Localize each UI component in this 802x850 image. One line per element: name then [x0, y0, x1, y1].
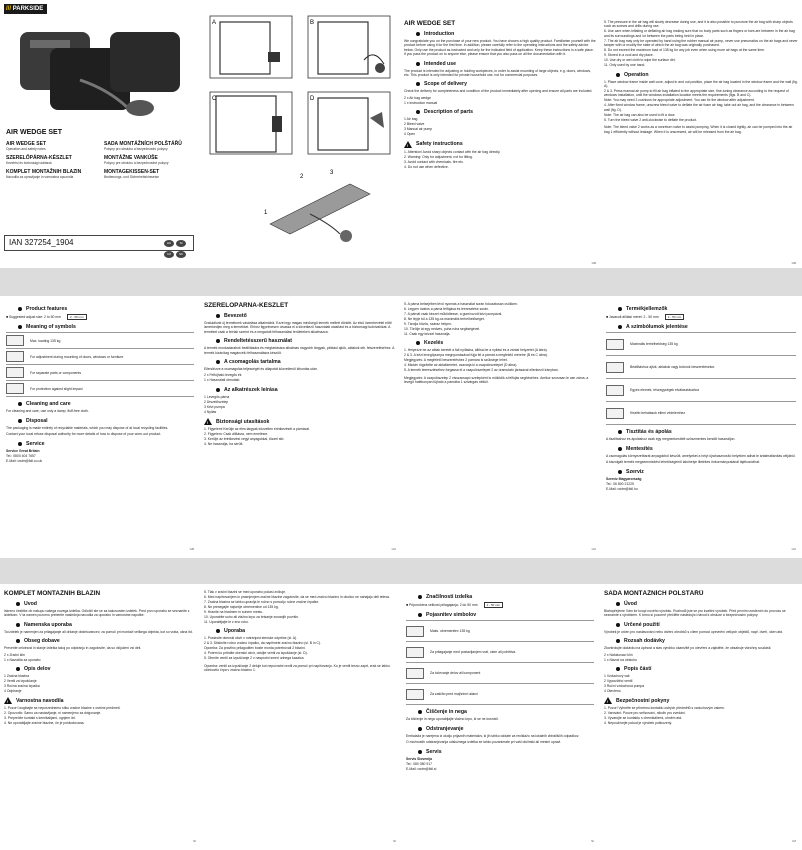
lang-cz: SADA MONTÁŽNÍCH POLŠTÁŘŮ Pokyny pro obsluhu a bezpečnostní pokyny	[104, 141, 182, 151]
max-load-icon	[606, 339, 624, 350]
hu-disposal-heading: Mentesítés	[618, 446, 796, 452]
door-window-icon	[6, 351, 24, 362]
si-parts-heading: Opis delov	[16, 666, 196, 672]
si-features-text: ■ Priporočena velikost prilagajanja: 2 do 50 mm 2 - 50 mm	[406, 602, 594, 608]
gauge-icon: 2 - 50 mm	[484, 602, 504, 608]
page-code: GB	[189, 547, 194, 551]
hu-title: SZERELŐPÁRNA-KÉSZLET	[204, 302, 289, 309]
page-code: HU	[591, 547, 596, 551]
badge-si: SI	[176, 240, 186, 247]
cz-parts-list: 1 Vzduchový vak 2 Vypouštěcí ventil 3 Ruční vzduchová pumpa 4 Otevřeno	[604, 674, 645, 694]
si-disposal-text-2: O možnostih odstranjevanja odslužnega izdelka se lahko pozanimate pri vaši občinski ali mestni upravi.	[406, 740, 562, 745]
cz-parts-heading: Popis částí	[616, 666, 798, 672]
hu-disposal-text-2: A kiszolgált termék megsemmisítési lehetőségeiről lakóhelye illetékes önkormányzatánál tájékozódhat.	[606, 460, 760, 465]
ian-number: IAN 327254_1904	[9, 238, 74, 247]
hu-use-heading: Rendeltetésszerű használat	[216, 338, 396, 344]
hu-features-text: ■ Javasolt állítási méret: 2 - 50 mm 2 - 50 mm	[606, 314, 796, 320]
si-use-heading: Namenska uporaba	[16, 622, 196, 628]
impact-protection-icon	[406, 689, 424, 700]
cz-intro-heading: Úvod	[616, 601, 798, 607]
symbol-row: Max. loading 135 kg	[6, 332, 194, 348]
hu-page-2	[400, 302, 600, 554]
si-cleaning-text: Za čiščenje in nego uporabljajte vlažno krpo, ki se ne kosmiči.	[406, 717, 499, 722]
lang-badges	[163, 236, 189, 258]
hu-safety-list: 1. Figyelem! Kerülje az éles tárgyak közvetlen érintkezését a párnával. 2. Figyelem: Csak állításra, nem emelésre. 3. Kerülje az érintkezést vegyi anyagokkal, tűzzel stb. 4. Ne használja, ha sérült.	[204, 427, 310, 447]
gb-operation-heading: Operation	[616, 72, 798, 78]
svg-text:1: 1	[264, 210, 268, 216]
cz-use-text: Výrobek je určen pro nastavování nebo držení obrobků s cílem pomoci upevnění velkých objektů, např. dveří, oken atd.	[604, 629, 784, 634]
hu-use-text: A termék munkadarabok beállítására és megtartására alkalmas nagyobb tárgyak, például ajtók, ablakok stb. felszereléséhez. A termék kizárólag magáncélú felhasználásra készült.	[204, 346, 395, 355]
symbol-row: Maks. obremenitev 135 kg	[406, 620, 594, 641]
fig-b	[304, 12, 394, 82]
gb-page-1	[400, 20, 600, 268]
symbol-row: For protection against slight impact	[6, 380, 194, 397]
door-window-icon	[406, 647, 424, 658]
cz-scope-text: Zkontrolujte dodávku na úplnost a stav výrobku okamžitě po otevření a zajistěte, že obsahuje všechny součásti.	[604, 646, 772, 651]
gb-intended-heading: Intended use	[416, 61, 596, 67]
si-disposal-text: Embalaža je narejena iz okolju prijaznih materialov, ki jih lahko oddate za reciklažo na lokalnih zbirališčih odpadkov.	[406, 733, 580, 738]
symbol-row: For adjustment during mounting of doors, windows or furniture.	[6, 348, 194, 364]
cz-scope-heading: Rozsah dodávky	[616, 638, 798, 644]
gb-scope-list: 2 x Air bag wedge 1 x Instruction manual	[404, 95, 438, 105]
symbol-row: Kisebb behatások elleni védelemhez	[606, 401, 796, 425]
gb-features-page	[0, 302, 200, 554]
symbol-row: Za prilagajanje med postavljanjem vrat, oken ali pohištva.	[406, 641, 594, 662]
symbols-heading: Meaning of symbols	[18, 324, 194, 330]
service-list: Service Great Britain Tel.: 0800 404 7657 E-Mail: owim@lidl.co.uk	[6, 448, 43, 463]
cover-product-image	[10, 20, 195, 120]
gb-parts-heading: Description of parts	[416, 109, 596, 115]
cz-title: SADA MONTÁŽNÍCH POLŠTÁŘŮ	[604, 590, 704, 597]
si-features-page	[400, 590, 600, 846]
hu-symbols-table	[606, 332, 796, 425]
si-note: Opomba: ventil za izpuščanje 2 deluje kot nepovratni ventil za pomoč pri napihovanju. Ko je ventil tesno zaprt, zrak se lahko učinkovito črpa v zračno blazino 1.	[204, 663, 390, 673]
hu-cleaning-heading: Tisztítás és ápolás	[618, 429, 796, 435]
gb-title: AIR WEDGE SET	[404, 20, 456, 27]
hu-symbols-heading: A szimbólumok jelentése	[618, 324, 796, 330]
si-safety-heading: ! Varnostna navodila	[4, 697, 196, 704]
lang-hu: SZERELŐPÁRNA-KÉSZLET Kezelési és biztonsági utalások	[6, 155, 72, 165]
max-load-icon	[6, 335, 24, 346]
impact-protection-icon	[6, 383, 24, 394]
hu-safety-heading: ! Biztonsági utasítások	[204, 418, 396, 425]
features-text: ■ Suggested adjust size: 2 to 50 mm 2 - 50 mm	[6, 314, 194, 320]
svg-text:A: A	[212, 20, 217, 26]
disposal-heading: Disposal	[18, 418, 194, 424]
hu-scope-heading: A csomagolás tartalma	[216, 359, 396, 365]
symbol-row: Beállításhoz ajtók, ablakok vagy bútorok beszerelésekor.	[606, 355, 796, 378]
fig-c	[206, 88, 296, 158]
si-service-list: Servis Slovenija Tel.: 080 080 917 E-Mail: owim@lidl.si	[406, 756, 437, 771]
brand-logo: /// PARKSIDE	[4, 4, 47, 14]
si-intro-heading: Uvod	[16, 601, 196, 607]
hu-op-list: 1. Helyezze be az ablak keretét a fali nyílásba, állítsa be a nyitási és a zárási helyzetet (A ábra). 2 & 3. A kézi levegőpumpa megnyomásával fújja fel a párnát a megfelelő méretre (B és C ábra). Megjegyzés: A megfelelő beszereléshez 2 párnára is szüksége lehet. 4. Miután rögzítette az ablakkeretet, csavarja ki a csapolószelepet (D ábra). 5. A termék leeresztéséhez forgassa el a csapolószelepet 2 az óramutató járásával ellenkező irányban.	[404, 348, 559, 373]
hu-features-page	[600, 302, 802, 554]
gb-intro-text: We congratulate you on the purchase of your new product. You have chosen a high quality product. Familiarise yourself with the product before using it for the first time. In addition, please carefully refer to the operating instructions and the safety advice below. Only use the product as instructed and only for the indicated field of application. Keep these instructions in a safe place. If you pass the product on to anyone else, please ensure that you also pass on all the documentation with it.	[404, 39, 596, 57]
lang-si: KOMPLET MONTAŽNIH BLAZIN Navodila za upravljanje in varnostna opozorila	[6, 169, 82, 179]
gb-parts-list: 1 Air bag 2 Bleed valve 3 Manual air pump 4 Open	[404, 117, 433, 137]
page-code: SI	[393, 839, 396, 843]
symbol-row: Maximális terhelhetőség 135 kg	[606, 332, 796, 355]
fig-d	[304, 88, 394, 158]
cleaning-heading: Cleaning and care	[18, 401, 194, 407]
hu-scope-list: 2 x Felfújható levegős ék 1 x Használati útmutató	[204, 373, 242, 383]
si-scope-heading: Obseg dobave	[16, 638, 196, 644]
cz-safety-heading: ! Bezpečnostní pokyny	[604, 697, 798, 704]
si-title: KOMPLET MONTAŽNIH BLAZIN	[4, 590, 101, 597]
badge-sk: SK	[176, 251, 186, 258]
gb-scope-heading: Scope of delivery	[416, 81, 596, 87]
badge-cz: CZ	[164, 251, 174, 258]
sheet-2	[0, 296, 802, 558]
cz-scope-list: 2 x Nafukovací klín 1 x Návod na obsluhu	[604, 652, 637, 662]
sheet-3	[0, 584, 802, 850]
lang-gb: AIR WEDGE SET Operation and safety notes	[6, 141, 47, 151]
svg-text:B: B	[310, 20, 315, 26]
symbol-row: For separate parts or components	[6, 364, 194, 380]
si-parts-list: 1 Zračna blazina 2 Ventil za izpuščanje 3 Ročna zračna črpalka 4 Odpiranje	[4, 674, 40, 694]
disposal-text: The packaging is made entirely of recyclable materials, which you may dispose of at local recycling facilities.	[6, 425, 169, 430]
service-heading: Service	[18, 441, 194, 447]
hu-service-list: Szerviz Magyarország Tel.: 06 800 21225 E-Mail: owim@lidl.hu	[606, 476, 642, 491]
symbols-table	[6, 332, 194, 397]
hu-parts-heading: Az alkatrészek leírása	[216, 387, 396, 393]
ian-box	[4, 235, 194, 256]
svg-text:C: C	[212, 96, 217, 102]
gb-page-2	[600, 20, 802, 268]
svg-text:2: 2	[300, 174, 304, 180]
hu-op-heading: Kezelés	[416, 340, 596, 346]
si-page-2	[200, 590, 400, 846]
si-op-list: 1. Postavite okenski okvir v notranjost stenske odprtine (sl. A). 2 & 3. Stisknite ročno zračno črpalko, da napihnete zračno blazino (sl. B in C). Opomba: Za pravilno prilagoditev boste morda potrebovali 2 blazini. 4. Potem ko pritrdite okenski okvir, odvijte ventil za izpuščanje (sl. D). 5. Obrnite ventil za izpuščanje 2 v nasprotni smeri urinega kazalca.	[204, 636, 322, 661]
hu-intro-text: Gratulálunk új terméknek vásárlása alkalmából. Ezzel egy magas minőségű termék mellett döntött. Az első üzembevétel előtt ismerkedjen meg a termékkel. Ehhez figyelmesen olvassa el a következő használati utasítást és a biztonsági tudnivalókat. A terméket csak a leírtak szerint és a megadott felhasználási területeken alkalmazza.	[204, 321, 392, 334]
symbol-row: Za zaščito pred majhnimi udarci	[406, 683, 594, 705]
page-code: SI	[591, 839, 594, 843]
warning-icon	[204, 418, 212, 425]
gauge-icon: 2 - 50 mm	[665, 314, 685, 320]
hu-cleaning-text: A tisztításhoz és ápoláshoz csak egy megnedvesített szöszmentes kendőt használjon.	[606, 437, 736, 442]
si-op-heading: Uporaba	[216, 628, 396, 634]
max-load-icon	[406, 626, 424, 637]
hu-page-1	[200, 302, 400, 554]
si-safety-cont: 5. Tlak v zračni blazini se med uporabo počasi znižuje. 6. Med napihovanjem in praznjenjem zračne blazine zagotovite, da se med zračno blazino in okolico ne nahajajo deli telesa. 7. Zračna blazina se lahko upravlja le ročno s pomočjo ročne zračne črpalke. 8. Ne presegajte največje obremenitve od 135 kg. 9. Hranite na hladnem in suhem mestu. 10. Uporabite suho ali vlažno krpo za brisanje zunanjih površin. 11. Uporabljajte le z eno roko.	[204, 590, 390, 624]
si-symbols-heading: Pojasnitev simbolov	[418, 612, 594, 618]
si-safety-list: 1. Pozor! Izogibajte se neposrednemu stiku zračne blazine z ostrimi predmeti. 2. Opozorilo: Samo za nastavljanje, ni namenjeno za dvigovanje. 3. Preprečite kontakt s kemikalijami, ognjem itd. 4. Ne uporabljajte zračne blazine, če je poškodovana.	[4, 706, 121, 726]
fig-a	[206, 12, 296, 82]
sheet-1	[0, 0, 802, 268]
si-intro-text: Iskreno čestitke ob nakupu vašega novega izdelka. Odločili ste se za kakovosten izdelek. Pred prvo uporabo se seznanite z izdelkom. V ta namen pozorno preberite naslednja navodila za uporabo in varnostne napotke.	[4, 609, 190, 618]
hu-features-heading: Termékjellemzők	[618, 306, 796, 312]
page-code: HU	[791, 547, 796, 551]
cz-safety-list: 1. Pozor! Vyhněte se přímému kontaktu ostrých předmětů s vzduchovým vakem. 2. Varování: Pouze pro seřizování, nikoliv pro zvedání. 3. Vyvarujte se kontaktu s chemikáliemi, ohněm atd. 4. Nepoužívejte pokud je výrobek poškozený.	[604, 706, 725, 726]
separate-parts-icon	[606, 385, 624, 396]
symbol-row: Egyes elemek, részegységek elválasztásához	[606, 378, 796, 401]
cover-page	[0, 0, 200, 268]
warning-icon	[4, 697, 12, 704]
si-symbols-table	[406, 620, 594, 705]
gb-intended-text: The product is intended for adjusting or holding workpieces, in order to assist mounting of large objects, e.g. doors, windows, etc. This product is only intended for private household use, not for commercial purposes.	[404, 68, 591, 78]
badge-hu: HU	[164, 240, 174, 247]
page-code: GB	[791, 261, 796, 265]
si-scope-list: 2 x Zračni klin 1 x Navodila za uporabo	[4, 652, 41, 662]
svg-text:3: 3	[330, 170, 334, 176]
hu-disposal-text: A csomagolás környezetbarát anyagokból készült, amelyeket a helyi újrahasznosító helyeken adhat le ártalmatlanítás céljából.	[606, 453, 796, 458]
warning-icon	[604, 697, 612, 704]
hu-intro-heading: Bevezető	[216, 313, 396, 319]
gb-intro-heading: Introduction	[416, 31, 596, 37]
gb-safety-cont: 5. The pressure in the air bag will slowly decrease during use, and it is also possible to puncture the air bag with sharp objects such as screws and drills during use. 6. Use care when inflating or deflating air bag making sure that no body parts such as fingers or toes are between in the air bag and its surroundings and /or between the parts being held in place. 7. The air bag may only be operated by hand using the rubber manual air pump, never use pneumatics on the air bags and never tamper with or modify the state of which the air bag was originally purchased. 8. Do not exceed the maximum load of 135 kg for any job even when using more air bags at the same time. 9. Stored in a cool and dry place. 10. Use dry or wet cloth to wipe the surface dirt. 11. Only used by one hand.	[604, 20, 798, 68]
gauge-icon: 2 - 50 mm	[67, 314, 87, 320]
svg-text:D: D	[310, 96, 315, 102]
figures-page	[200, 0, 400, 268]
page-code: HU	[391, 547, 396, 551]
hu-parts-list: 1 Levegős párna 2 Ürszelőszelep 3 Kézi pumpa 4 Nyitás	[204, 394, 230, 414]
separate-parts-icon	[406, 668, 424, 679]
hu-scope-text: Ellenőrizze a csomagolás teljességét és állapotát közvetlenül kibontás után.	[204, 367, 318, 372]
door-window-icon	[606, 362, 624, 373]
symbol-row: Za ločevanje delov ali komponent	[406, 662, 594, 683]
lang-sk: MONTÁŽNE VANKÚŠE Pokyny pre obsluhu a bezpečnostné pokyny	[104, 155, 169, 165]
si-page-1	[0, 590, 200, 846]
gb-scope-text: Check the delivery for completeness and condition of the product immediately after opening and ensure all parts are included.	[404, 89, 593, 94]
si-service-heading: Servis	[418, 749, 594, 755]
cz-intro-text: Blahopřejeme Vám ke koupi nového výrobku. Rozhodli jste se pro kvalitní výrobek. Před prvním uvedením do provozu se seznamte s výrobkem. K tomu si pozorně přečtěte následující návod k obsluze a bezpečnostní pokyny.	[604, 609, 786, 618]
gb-safety-list: 1. Attention! Avoid sharp objects contact with the air bag directly. 2. Warning: Only for adjustment, not for lifting. 3. Avoid contact with chemicals, fire etc. 4. Do not use when defective.	[404, 149, 501, 169]
cleaning-text: For cleaning and care, use only a damp, fluff-free cloth.	[6, 409, 89, 414]
page-code: CZ	[792, 839, 796, 843]
cz-use-heading: Určené použití	[616, 622, 798, 628]
si-features-heading: Značilnosti izdelka	[418, 594, 594, 600]
si-cleaning-heading: Čiščenje in nega	[418, 709, 594, 715]
gb-operation-list: 1. Place window frame inside wall cove, adjust in and out position, place the air bag located in the window frame and the wall (fig. A). 2 & 3. Press manual air pump to fill air bag inflated to the appropriate size, fine-tuning clearance according to the request of windows installation, until the windows installation location meets the requirements (figs. B and C). Note: You may need 2 cushions for appropriate adjustment. You can fix the window after adjustment. 4. After fixed window frame, unscrew bleed valve to deflate the air foam air bag, take out air bag, and the clearance in between wall (fig. D). Note: The air bag can also be used to fit a door. 5. Turn the bleed valve 2 anti-clockwise to deflate the product.	[604, 79, 798, 122]
fig-parts	[260, 164, 390, 244]
gb-safety-heading: ! Safety instructions	[404, 141, 596, 148]
cover-title: AIR WEDGE SET	[6, 129, 63, 136]
cover-languages	[6, 141, 196, 183]
page-code: GB	[591, 261, 596, 265]
si-scope-text: Preverite celotnost in stanje izdelka takoj po odpiranju in zagotovite, da so vključeni vsi deli.	[4, 646, 142, 651]
disposal-text-2: Contact your local refuse disposal authority for more details of how to dispose of your worn-out product.	[6, 432, 162, 437]
features-heading: Product features	[18, 306, 194, 312]
separate-parts-icon	[6, 367, 24, 378]
hu-safety-cont: 5. A párna belsejében lévő nyomás a használat során fokozatosan csökken. 6. Legyen óvatos a párna felfújása és leeresztése során. 7. A párnát csak kézzel működtesse, a gumírozott kézi pumpával. 8. Ne lépje túl a 135 kg-os maximális terhelhetőséget. 9. Tárolja hűvös, száraz helyen. 10. Törölje át egy nedves, puha ruha segítségével. 11. Csak egy kézzel használja.	[404, 302, 518, 336]
impact-protection-icon	[606, 408, 624, 419]
si-disposal-heading: Odstranjevanje	[418, 726, 594, 732]
lang-de: MONTAGEKISSEN-SET Bedienungs- und Sicherheitshinweise	[104, 169, 160, 179]
page-code: SI	[193, 839, 196, 843]
warning-icon	[404, 141, 412, 148]
gb-note: Note: The bleed valve 2 works as a nonreturn valve to assist pumping. When it is closed tightly, air can be pumped into the air bag 1 efficiently without leakage. When it is unscrewed, air will be released from the air bag.	[604, 125, 793, 134]
hu-note: Megjegyzés: A csapolószelep 2 visszacsapó szelepként is működik a felfújás segítéséhez. Amikor szorosan le van zárva, a levegő hatékonyan fújható a párnába 1 szivárgás nélkül.	[404, 375, 589, 385]
hu-service-heading: Szerviz	[618, 469, 796, 475]
si-use-text: Ta izdelek je namenjen za prilagajanje ali držanje obdelovancev, za pomoč pri montaži velikega objekta, kot so vrata, okna itd.	[4, 629, 193, 634]
cz-page-1	[600, 590, 802, 846]
